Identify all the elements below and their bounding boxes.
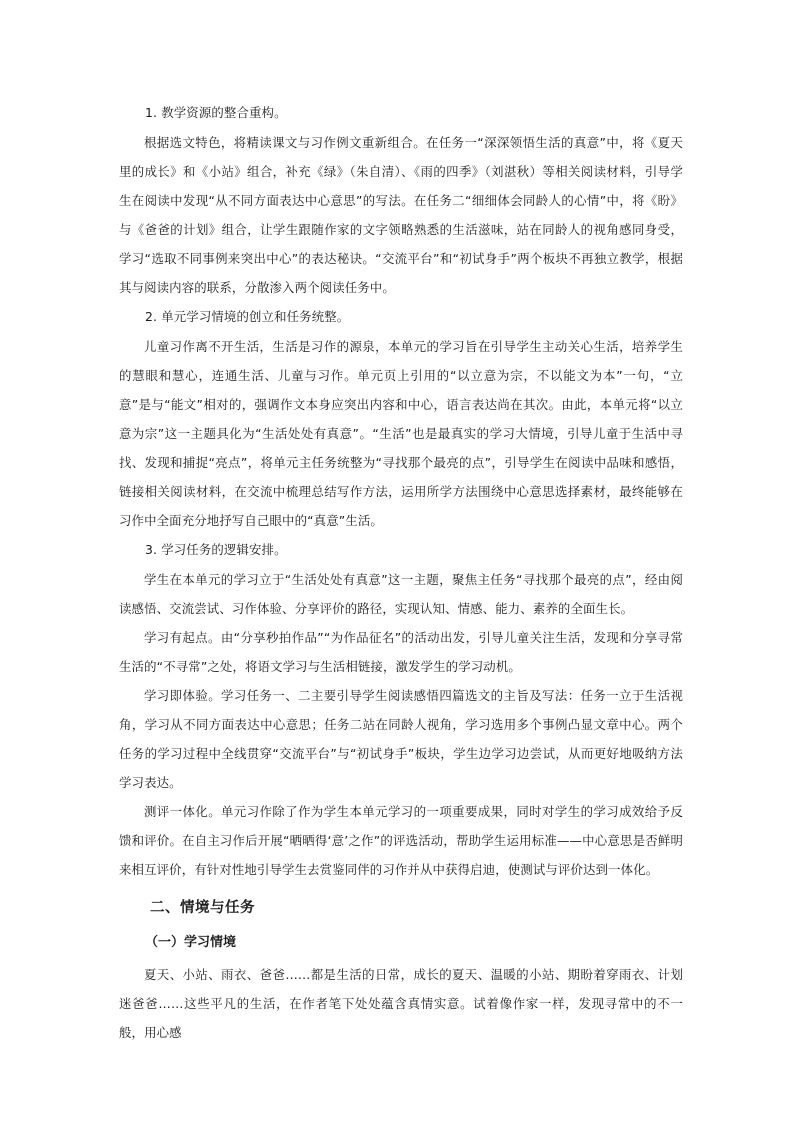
item3-body-1: 学生在本单元的学习立于“生活处处有真意”这一主题，聚焦主任务“寻找那个最亮的点”，经由阅读感悟、交流尝试、习作体验、分享评价的路径，实现认知、情感、能力、素养的全面生长。 — [119, 572, 683, 616]
subsection-title: （一）学习情境 — [145, 935, 237, 950]
item3-body-4: 测评一体化。单元习作除了作为学生本单元学习的一项重要成果，同时对学生的学习成效给予反馈和评价。在自主习作后开展“晒晒得‘意’之作”的评选活动，帮助学生运用标准——中心意思是否鲜明来相互评价，有针对性地引导学生去赏鉴同伴的习作并从中获得启迪，使测试与评价达到一体化。 — [119, 804, 683, 877]
section-title: 二、情境与任务 — [150, 900, 255, 916]
item2-body: 儿童习作离不开生活，生活是习作的源泉，本单元的学习旨在引导学生主动关心生活，培养学生的慧眼和慧心，连通生活、儿童与习作。单元页上引用的“以立意为宗，不以能文为本”一句，“立意”是与“能文”相对的，强调作文本身应突出内容和中心，语言表达尚在其次。由此，本单元将“以立意为宗”这一主题具化为“生活处处有真意”。“生活”也是最真实的学习大情境，引导儿童于生活中寻找、发现和捕捉“亮点”，将单元主任务统整为“寻找那个最亮的点”，引导学生在阅读中品味和感悟，链接相关阅读材料，在交流中梳理总结写作方法，运用所学方法围绕中心意思选择素材，最终能够在习作中全面充分地抒写自己眼中的“真意”生活。 — [119, 339, 683, 528]
document-page — [119, 98, 683, 1047]
item3-body-3: 学习即体验。学习任务一、二主要引导学生阅读感悟四篇选文的主旨及写法：任务一立于生活视角，学习从不同方面表达中心意思；任务二站在同龄人视角，学习选用多个事例凸显文章中心。两个任务的学习过程中全线贯穿“交流平台”与“初试身手”板块，学生边学习边尝试，从而更好地吸纳方法学习表达。 — [119, 688, 683, 790]
item3-heading: 3. 学习任务的逻辑安排。 — [145, 542, 287, 557]
item2-heading: 2. 单元学习情境的创立和任务统整。 — [145, 309, 350, 324]
item1-body: 根据选文特色，将精读课文与习作例文重新组合。在任务一“深深领悟生活的真意”中，将《夏天里的成长》和《小站》组合，补充《绿》（朱自清）、《雨的四季》（刘湛秋）等相关阅读材料，引导学生在阅读中发现“从不同方面表达中心意思”的写法。在任务二“细细体会同龄人的心情”中，将《盼》与《爸爸的计划》组合，让学生跟随作家的文字领略熟悉的生活滋味，站在同龄人的视角感同身受，学习“选取不同事例来突出中心”的表达秘诀。“交流平台”和“初试身手”两个板块不再独立教学，根据其与阅读内容的联系，分散渗入两个阅读任务中。 — [119, 135, 683, 295]
item1-heading: 1. 教学资源的整合重构。 — [145, 105, 287, 120]
situation-body: 夏天、小站、雨衣、爸爸……都是生活的日常，成长的夏天、温暖的小站、期盼着穿雨衣、计划迷爸爸……这些平凡的生活，在作者笔下处处蕴含真情实意。试着像作家一样，发现寻常中的不一般，用心感 — [119, 967, 683, 1040]
item3-body-2: 学习有起点。由“分享秒拍作品”“为作品征名”的活动出发，引导儿童关注生活，发现和分享寻常生活的“不寻常”之处，将语文学习与生活相链接，激发学生的学习动机。 — [119, 630, 683, 674]
